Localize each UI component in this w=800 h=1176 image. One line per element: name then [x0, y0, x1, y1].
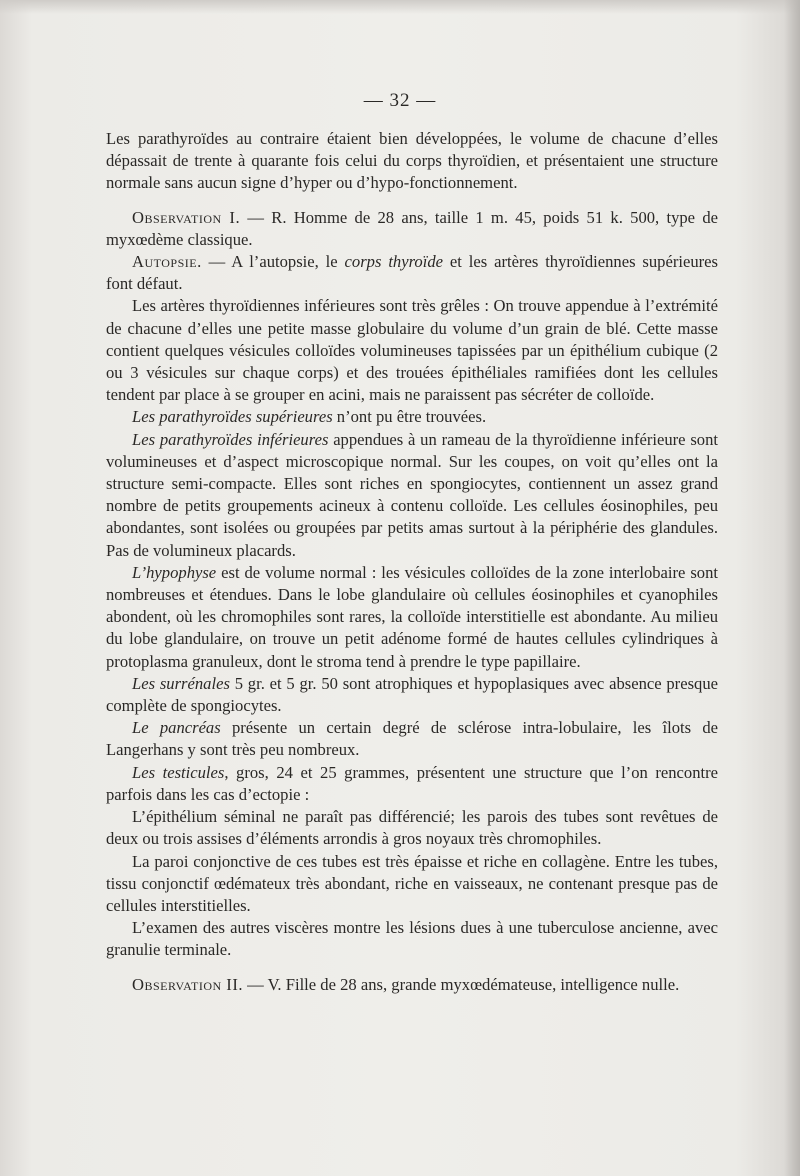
pancreas-italic: Le pancréas: [132, 718, 221, 738]
paragraph-pancreas: [106, 717, 718, 761]
paragraph-epithelium: L’épithélium séminal ne paraît pas différencié; les parois des tubes sont revêtues de deux ou trois assises d’éléments arrondis à gros noyaux très chromophiles.: [106, 807, 718, 849]
paragraph-arteres: Les artères thyroïdiennes inférieures sont très grêles : On trouve appendue à l’extrémité de chacune d’elles une petite masse globulaire du volume d’un grain de blé. Cette masse contient quelques vésicules colloïdes volumineuses tapissées par un épithélium cubique (2 ou 3 vésicules sur chaque corps) et des trouées épithéliales ramifiées dont les cellules tendent par place à se grouper en acini, mais ne paraissent pas sécréter de colloïde.: [106, 296, 718, 405]
observation-1-label: Observation I.: [132, 207, 241, 227]
page-number: — 32 —: [363, 90, 437, 111]
paragraph-parathyroides: Les parathyroïdes au contraire étaient bien développées, le volume de chacune d’elles dépassait de trente à quarante fois celui du corps thyroïdien, et présentaient une structure normale sans aucun signe d’hyper ou d’hypo-fonctionnement.: [106, 129, 718, 193]
pancreas-text: présente un certain degré de sclérose intra-lobulaire, les îlots de Langerhans y sont très peu nombreux.: [106, 718, 718, 760]
paragraph-autopsie: [106, 251, 718, 295]
paragraph-surrenales: [106, 673, 718, 717]
scan-edge-top: [0, 0, 800, 14]
paragraph-examen: L’examen des autres viscères montre les lésions dues à une tuberculose ancienne, avec granulie terminale.: [106, 918, 718, 960]
surrenales-text: 5 gr. et 5 gr. 50 sont atrophiques et hypoplasiques avec absence presque complète de spongiocytes.: [106, 673, 718, 716]
para-sup-text: n’ont pu être trouvées.: [332, 407, 487, 427]
para-inf-italic: Les parathyroïdes inférieures: [132, 429, 329, 449]
testicules-text: , gros, 24 et 25 grammes, présentent une structure que l’on rencontre parfois dans les cas d’ectopie :: [106, 762, 718, 804]
body-text: [106, 128, 718, 996]
paragraph-parathyroides-superieures: [106, 406, 718, 428]
observation-2-text: — V. Fille de 28 ans, grande myxœdémateuse, intelligence nulle.: [243, 974, 680, 994]
autopsie-italic: corps thyroïde: [344, 252, 443, 272]
testicules-italic: Les testicules: [132, 762, 225, 782]
observation-2-label: Observation II.: [132, 974, 243, 994]
scan-edge-right: [784, 0, 800, 1176]
paragraph-paroi: La paroi conjonctive de ces tubes est très épaisse et riche en collagène. Entre les tubes, tissu conjonctif œdémateux très abondant, riche en vaisseaux, ne contenant presque pas de cellules interstitielles.: [106, 851, 718, 915]
observation-1-text: — R. Homme de 28 ans, taille 1 m. 45, poids 51 k. 500, type de myxœdème classique.: [106, 207, 718, 249]
paragraph-observation-1: [106, 207, 718, 251]
paragraph-parathyroides-inferieures: [106, 429, 718, 562]
paragraph-observation-2: [106, 974, 718, 996]
hypophyse-text: est de volume normal : les vésicules colloïdes de la zone interlobaire sont nombreuses et étendues. Dans le lobe glandulaire où cellules éosinophiles et cyanophiles abondent, où les chromophiles sont rares, la colloïde interstitielle est abondante. Au milieu du lobe glandulaire, on trouve un petit adénome formé de hautes cellules cylindriques à protoplasma granuleux, dont le stroma tend à prendre le type papillaire.: [106, 562, 718, 671]
autopsie-label: Autopsie.: [132, 252, 202, 272]
paragraph-testicules: [106, 762, 718, 806]
paragraph-hypophyse: [106, 562, 718, 673]
para-inf-text: appendues à un rameau de la thyroïdienne inférieure sont volumineuses et d’aspect microscopique normal. Sur les coupes, on voit qu’elles ont la structure semi-compacte. Elles sont riches en spongiocytes, contiennent un assez grand nombre de petits groupements acineux à contenu colloïde. Les cellules éosinophiles, peu abondantes, sont isolées ou groupées par petits amas surtout à la périphérie des glandules. Pas de volumineux placards.: [106, 429, 718, 560]
hypophyse-italic: L’hypophyse: [132, 562, 217, 582]
para-sup-italic: Les parathyroïdes supérieures: [132, 407, 333, 427]
autopsie-text-a: — A l’autopsie, le: [201, 252, 345, 272]
autopsie-text-b: et les artères thyroïdiennes supérieures font défaut.: [106, 252, 718, 294]
surrenales-italic: Les surrénales: [132, 673, 230, 693]
